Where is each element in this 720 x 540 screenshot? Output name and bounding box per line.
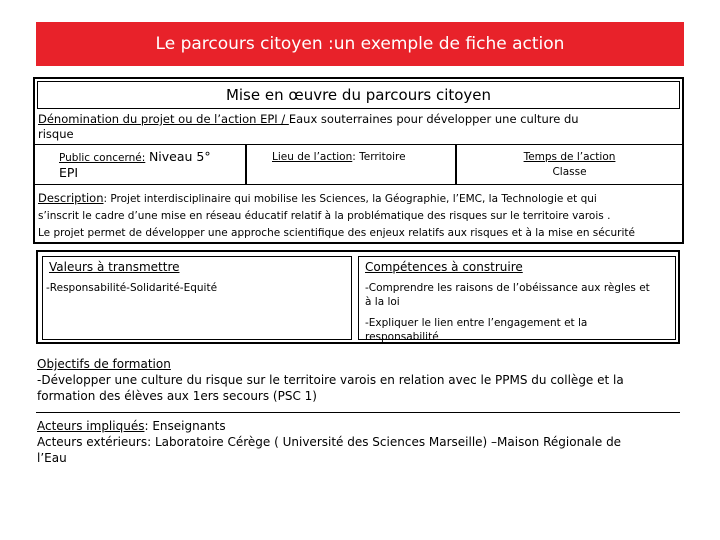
temps-label: Temps de l’action	[523, 151, 616, 163]
denomination-row	[38, 112, 680, 142]
public-value: Niveau 5°	[148, 149, 211, 164]
cell-divider	[245, 144, 247, 184]
acteurs-ext-line: l’Eau	[37, 451, 67, 465]
lieu-cell	[272, 149, 406, 164]
page-banner	[36, 22, 684, 66]
objectifs-line: formation des élèves aux 1ers secours (PSC 1)	[37, 389, 317, 403]
denomination-label: Dénomination du projet ou de l’action EPI /	[38, 112, 289, 126]
description-label: Description	[38, 191, 104, 205]
row-divider	[35, 144, 682, 145]
competence-line: à la loi	[365, 296, 400, 308]
temps-cell	[455, 149, 684, 179]
values-competences-box	[36, 250, 680, 344]
denomination-value-cont: risque	[38, 127, 74, 141]
acteurs-label: Acteurs impliqués	[37, 419, 145, 433]
objectifs-line: -Développer une culture du risque sur le territoire varois en relation avec le PPMS du collège et la	[37, 373, 624, 387]
competence-item	[365, 316, 587, 344]
form-subtitle-text: Mise en œuvre du parcours citoyen	[225, 86, 492, 104]
description-line: s’inscrit le cadre d’une mise en réseau éducatif relatif à la problématique des risques sur le territoire varois .	[38, 210, 611, 222]
form-subtitle	[37, 81, 680, 109]
public-cell	[59, 149, 211, 181]
page-title: Le parcours citoyen :un exemple de fiche action	[155, 34, 565, 54]
public-value-2: EPI	[59, 165, 79, 180]
action-form	[33, 77, 684, 244]
row-divider	[35, 184, 682, 185]
public-label: Public concerné:	[59, 152, 146, 164]
description	[38, 190, 683, 242]
acteurs-section	[37, 418, 682, 466]
values-text: -Responsabilité-Solidarité-Equité	[46, 282, 218, 294]
temps-value: Classe	[552, 166, 587, 178]
section-divider	[36, 412, 680, 413]
objectifs-section	[37, 356, 682, 404]
competences-title: Compétences à construire	[365, 260, 523, 274]
competence-item	[365, 281, 650, 309]
competence-line: responsabilité	[365, 331, 439, 343]
description-line: : Projet interdisciplinaire qui mobilise les Sciences, la Géographie, l’EMC, la Technologie et qui	[103, 193, 597, 205]
lieu-value: : Territoire	[352, 151, 406, 163]
acteurs-ext-line: Acteurs extérieurs: Laboratoire Cérège ( Université des Sciences Marseille) –Maison Régionale de	[37, 435, 622, 449]
competence-line: -Comprendre les raisons de l’obéissance aux règles et	[365, 282, 650, 294]
description-line: Le projet permet de développer une approche scientifique des enjeux relatifs aux risques et à la mise en sécurité	[38, 227, 635, 239]
acteurs-value: : Enseignants	[144, 419, 226, 433]
values-title: Valeurs à transmettre	[49, 260, 180, 274]
objectifs-title: Objectifs de formation	[37, 357, 171, 371]
denomination-value: Eaux souterraines pour développer une culture du	[288, 112, 579, 126]
competence-line: -Expliquer le lien entre l’engagement et la	[365, 317, 588, 329]
lieu-label: Lieu de l’action	[272, 151, 353, 163]
competences-panel	[358, 256, 676, 343]
values-panel	[42, 256, 352, 340]
